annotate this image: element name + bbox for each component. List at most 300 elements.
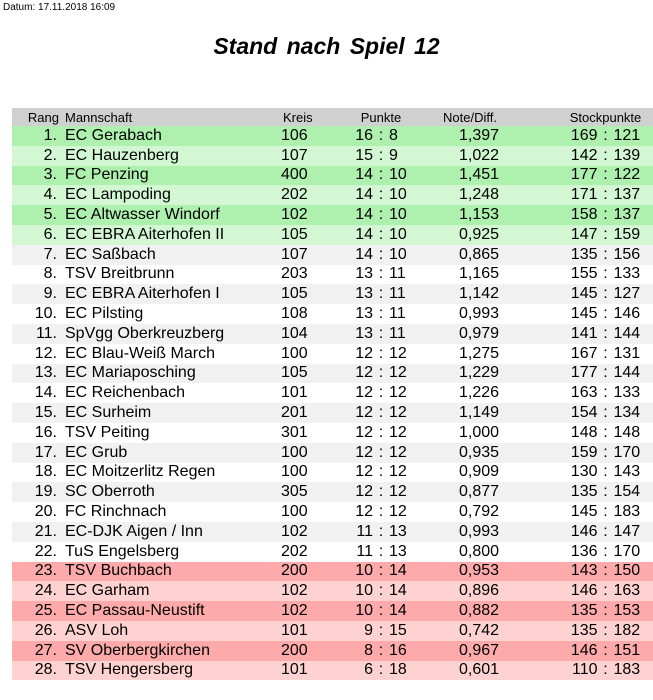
kreis-cell: 100 bbox=[281, 503, 308, 521]
punkte-cell bbox=[333, 562, 429, 582]
punkte-plus: 12 bbox=[355, 423, 373, 441]
punkte-plus: 14 bbox=[355, 245, 373, 263]
punkte-cell bbox=[333, 641, 429, 661]
stockpunkte-minus: 182 bbox=[613, 621, 641, 639]
punkte-minus: 9 bbox=[389, 146, 398, 164]
stockpunkte-plus: 163 bbox=[570, 384, 598, 402]
table-row bbox=[12, 185, 653, 205]
rank-cell: 7. bbox=[43, 245, 57, 263]
team-name-cell: EC Blau-Weiß March bbox=[65, 344, 215, 362]
kreis-cell: 108 bbox=[281, 305, 308, 323]
team-name-cell: EC Surheim bbox=[65, 404, 152, 422]
stockpunkte-separator: : bbox=[603, 404, 608, 422]
team-name-cell: TSV Peiting bbox=[65, 423, 150, 441]
rank-cell: 13. bbox=[34, 364, 57, 382]
stockpunkte-cell bbox=[543, 383, 653, 403]
kreis-cell: 202 bbox=[281, 186, 308, 204]
kreis-cell: 105 bbox=[281, 285, 308, 303]
punkte-minus: 14 bbox=[389, 602, 407, 620]
stockpunkte-cell bbox=[543, 185, 653, 205]
stockpunkte-cell bbox=[543, 364, 653, 384]
stockpunkte-separator: : bbox=[603, 641, 608, 659]
note-cell: 1,165 bbox=[459, 265, 500, 283]
punkte-minus: 10 bbox=[389, 166, 407, 184]
table-row bbox=[12, 443, 653, 463]
punkte-cell bbox=[333, 581, 429, 601]
punkte-cell bbox=[333, 403, 429, 423]
note-cell: 1,451 bbox=[459, 166, 500, 184]
team-name-cell: SpVgg Oberkreuzberg bbox=[65, 324, 225, 342]
header-stockpunkte: Stockpunkte bbox=[569, 109, 642, 125]
punkte-minus: 12 bbox=[389, 463, 407, 481]
header-kreis: Kreis bbox=[283, 109, 313, 125]
punkte-separator: : bbox=[378, 483, 384, 501]
kreis-cell: 102 bbox=[281, 582, 308, 600]
punkte-separator: : bbox=[378, 503, 384, 521]
team-name-cell: EC Altwasser Windorf bbox=[65, 206, 220, 224]
punkte-plus: 12 bbox=[355, 364, 373, 382]
stockpunkte-cell bbox=[543, 304, 653, 324]
punkte-plus: 11 bbox=[356, 522, 373, 540]
stockpunkte-separator: : bbox=[603, 423, 608, 441]
note-cell: 1,275 bbox=[459, 344, 500, 362]
punkte-cell bbox=[333, 166, 429, 186]
punkte-separator: : bbox=[378, 542, 384, 560]
stockpunkte-minus: 139 bbox=[613, 146, 641, 164]
punkte-minus: 10 bbox=[389, 186, 407, 204]
stockpunkte-cell bbox=[543, 443, 653, 463]
kreis-cell: 101 bbox=[281, 621, 308, 639]
table-row bbox=[12, 542, 653, 562]
punkte-cell bbox=[333, 245, 429, 265]
stockpunkte-separator: : bbox=[603, 463, 608, 481]
table-row bbox=[12, 581, 653, 601]
team-name-cell: EC Hauzenberg bbox=[65, 146, 179, 164]
punkte-cell bbox=[333, 463, 429, 483]
punkte-minus: 16 bbox=[389, 641, 407, 659]
stockpunkte-separator: : bbox=[603, 661, 608, 679]
table-header-row bbox=[12, 108, 653, 126]
table-row bbox=[12, 621, 653, 641]
rank-cell: 20. bbox=[34, 503, 57, 521]
stockpunkte-separator: : bbox=[603, 146, 608, 164]
stockpunkte-plus: 135 bbox=[570, 245, 598, 263]
report-date: Datum: 17.11.2018 16:09 bbox=[3, 2, 116, 13]
stockpunkte-separator: : bbox=[603, 344, 608, 362]
team-name-cell: SC Oberroth bbox=[65, 483, 155, 501]
stockpunkte-cell bbox=[543, 482, 653, 502]
punkte-cell bbox=[333, 324, 429, 344]
punkte-plus: 14 bbox=[355, 166, 373, 184]
note-cell: 0,993 bbox=[459, 305, 500, 323]
team-name-cell: EC Mariaposching bbox=[65, 364, 196, 382]
team-name-cell: SV Oberbergkirchen bbox=[65, 641, 210, 659]
stockpunkte-minus: 131 bbox=[613, 344, 641, 362]
stockpunkte-minus: 137 bbox=[613, 186, 641, 204]
punkte-plus: 13 bbox=[355, 305, 373, 323]
note-cell: 1,142 bbox=[459, 285, 500, 303]
punkte-minus: 14 bbox=[389, 582, 407, 600]
stockpunkte-cell bbox=[543, 641, 653, 661]
table-row bbox=[12, 562, 653, 582]
stockpunkte-separator: : bbox=[603, 522, 608, 540]
kreis-cell: 105 bbox=[281, 225, 308, 243]
punkte-plus: 10 bbox=[355, 562, 373, 580]
stockpunkte-plus: 145 bbox=[570, 285, 598, 303]
punkte-minus: 11 bbox=[389, 285, 406, 303]
table-row bbox=[12, 383, 653, 403]
punkte-plus: 12 bbox=[355, 463, 373, 481]
punkte-cell bbox=[333, 522, 429, 542]
rank-cell: 3. bbox=[43, 166, 57, 184]
team-name-cell: TuS Engelsberg bbox=[65, 542, 180, 560]
kreis-cell: 301 bbox=[281, 423, 308, 441]
rank-cell: 17. bbox=[34, 443, 57, 461]
stockpunkte-minus: 150 bbox=[613, 562, 641, 580]
team-name-cell: TSV Breitbrunn bbox=[65, 265, 175, 283]
kreis-cell: 104 bbox=[281, 324, 308, 342]
punkte-minus: 18 bbox=[389, 661, 407, 679]
punkte-minus: 12 bbox=[389, 423, 407, 441]
kreis-cell: 400 bbox=[281, 166, 308, 184]
punkte-plus: 12 bbox=[355, 384, 373, 402]
punkte-separator: : bbox=[378, 443, 384, 461]
punkte-minus: 15 bbox=[389, 621, 407, 639]
kreis-cell: 305 bbox=[281, 483, 308, 501]
stockpunkte-minus: 146 bbox=[613, 305, 641, 323]
punkte-plus: 6 bbox=[364, 661, 373, 679]
stockpunkte-cell bbox=[543, 245, 653, 265]
team-name-cell: EC Saßbach bbox=[65, 245, 156, 263]
table-row bbox=[12, 482, 653, 502]
punkte-minus: 12 bbox=[389, 364, 407, 382]
rank-cell: 23. bbox=[34, 562, 57, 580]
note-cell: 0,896 bbox=[459, 582, 500, 600]
stockpunkte-plus: 142 bbox=[570, 146, 598, 164]
stockpunkte-separator: : bbox=[603, 364, 608, 382]
kreis-cell: 100 bbox=[281, 443, 308, 461]
team-name-cell: EC EBRA Aiterhofen I bbox=[65, 285, 220, 303]
note-cell: 0,882 bbox=[459, 602, 500, 620]
team-name-cell: EC Passau-Neustift bbox=[65, 602, 205, 620]
stockpunkte-plus: 145 bbox=[570, 503, 598, 521]
stockpunkte-separator: : bbox=[603, 443, 608, 461]
stockpunkte-separator: : bbox=[603, 384, 608, 402]
stockpunkte-cell bbox=[543, 284, 653, 304]
rank-cell: 6. bbox=[43, 225, 57, 243]
table-row bbox=[12, 265, 653, 285]
punkte-plus: 10 bbox=[355, 602, 373, 620]
stockpunkte-cell bbox=[543, 324, 653, 344]
punkte-plus: 11 bbox=[356, 542, 373, 560]
punkte-cell bbox=[333, 146, 429, 166]
punkte-cell bbox=[333, 304, 429, 324]
stockpunkte-separator: : bbox=[603, 542, 608, 560]
punkte-cell bbox=[333, 502, 429, 522]
table-row bbox=[12, 344, 653, 364]
team-name-cell: EC-DJK Aigen / Inn bbox=[65, 522, 203, 540]
punkte-cell bbox=[333, 225, 429, 245]
rank-cell: 24. bbox=[34, 582, 57, 600]
rank-cell: 4. bbox=[43, 186, 57, 204]
punkte-plus: 12 bbox=[355, 483, 373, 501]
kreis-cell: 105 bbox=[281, 364, 308, 382]
punkte-cell bbox=[333, 185, 429, 205]
punkte-plus: 14 bbox=[355, 186, 373, 204]
stockpunkte-cell bbox=[543, 542, 653, 562]
note-cell: 1,397 bbox=[459, 126, 500, 144]
table-row bbox=[12, 502, 653, 522]
kreis-cell: 101 bbox=[281, 661, 308, 679]
punkte-cell bbox=[333, 383, 429, 403]
punkte-minus: 10 bbox=[389, 225, 407, 243]
stockpunkte-minus: 133 bbox=[613, 384, 641, 402]
rank-cell: 1. bbox=[43, 126, 57, 144]
punkte-cell bbox=[333, 205, 429, 225]
team-name-cell: EC Grub bbox=[65, 443, 128, 461]
kreis-cell: 203 bbox=[281, 265, 308, 283]
kreis-cell: 200 bbox=[281, 562, 308, 580]
punkte-cell bbox=[333, 661, 429, 681]
stockpunkte-cell bbox=[543, 601, 653, 621]
punkte-cell bbox=[333, 482, 429, 502]
stockpunkte-plus: 136 bbox=[570, 542, 598, 560]
stockpunkte-separator: : bbox=[603, 621, 608, 639]
stockpunkte-plus: 167 bbox=[570, 344, 598, 362]
rank-cell: 26. bbox=[34, 621, 57, 639]
stockpunkte-separator: : bbox=[603, 225, 608, 243]
stockpunkte-plus: 146 bbox=[570, 522, 598, 540]
stockpunkte-cell bbox=[543, 126, 653, 146]
punkte-minus: 11 bbox=[389, 305, 406, 323]
punkte-separator: : bbox=[378, 265, 384, 283]
stockpunkte-plus: 154 bbox=[570, 404, 598, 422]
punkte-separator: : bbox=[378, 186, 384, 204]
punkte-minus: 10 bbox=[389, 206, 407, 224]
punkte-separator: : bbox=[378, 305, 384, 323]
kreis-cell: 106 bbox=[281, 126, 308, 144]
punkte-plus: 12 bbox=[355, 443, 373, 461]
stockpunkte-cell bbox=[543, 522, 653, 542]
stockpunkte-minus: 183 bbox=[613, 661, 641, 679]
stockpunkte-cell bbox=[543, 166, 653, 186]
stockpunkte-plus: 147 bbox=[570, 225, 598, 243]
punkte-separator: : bbox=[378, 225, 384, 243]
stockpunkte-plus: 159 bbox=[570, 443, 598, 461]
punkte-plus: 12 bbox=[355, 344, 373, 362]
punkte-separator: : bbox=[378, 285, 384, 303]
stockpunkte-cell bbox=[543, 621, 653, 641]
punkte-cell bbox=[333, 284, 429, 304]
stockpunkte-plus: 146 bbox=[570, 641, 598, 659]
rank-cell: 9. bbox=[43, 285, 57, 303]
note-cell: 1,149 bbox=[459, 404, 500, 422]
note-cell: 1,153 bbox=[459, 206, 500, 224]
header-note: Note/Diff. bbox=[443, 109, 497, 125]
stockpunkte-cell bbox=[543, 502, 653, 522]
punkte-minus: 12 bbox=[389, 404, 407, 422]
stockpunkte-plus: 146 bbox=[570, 582, 598, 600]
stockpunkte-cell bbox=[543, 562, 653, 582]
table-row bbox=[12, 225, 653, 245]
stockpunkte-cell bbox=[543, 146, 653, 166]
stockpunkte-plus: 135 bbox=[570, 602, 598, 620]
stockpunkte-minus: 147 bbox=[613, 522, 641, 540]
punkte-separator: : bbox=[378, 621, 384, 639]
stockpunkte-minus: 170 bbox=[613, 443, 641, 461]
stockpunkte-cell bbox=[543, 423, 653, 443]
team-name-cell: EC Gerabach bbox=[65, 126, 162, 144]
rank-cell: 15. bbox=[34, 404, 57, 422]
stockpunkte-minus: 170 bbox=[613, 542, 641, 560]
punkte-plus: 13 bbox=[355, 285, 373, 303]
rank-cell: 22. bbox=[34, 542, 57, 560]
header-rang: Rang bbox=[27, 109, 59, 125]
note-cell: 0,953 bbox=[459, 562, 500, 580]
punkte-separator: : bbox=[378, 423, 384, 441]
punkte-plus: 9 bbox=[364, 621, 373, 639]
stockpunkte-minus: 121 bbox=[613, 126, 641, 144]
team-name-cell: TSV Buchbach bbox=[65, 562, 172, 580]
stockpunkte-plus: 177 bbox=[570, 166, 598, 184]
table-row bbox=[12, 661, 653, 681]
stockpunkte-minus: 159 bbox=[613, 225, 641, 243]
stockpunkte-separator: : bbox=[603, 186, 608, 204]
punkte-plus: 13 bbox=[355, 265, 373, 283]
punkte-plus: 10 bbox=[355, 582, 373, 600]
stockpunkte-minus: 156 bbox=[613, 245, 641, 263]
table-row bbox=[12, 423, 653, 443]
stockpunkte-separator: : bbox=[603, 206, 608, 224]
stockpunkte-separator: : bbox=[603, 265, 608, 283]
team-name-cell: EC Garham bbox=[65, 582, 150, 600]
punkte-minus: 14 bbox=[389, 562, 407, 580]
table-row bbox=[12, 146, 653, 166]
note-cell: 0,877 bbox=[459, 483, 500, 501]
stockpunkte-minus: 137 bbox=[613, 206, 641, 224]
punkte-minus: 12 bbox=[389, 503, 407, 521]
table-row bbox=[12, 463, 653, 483]
stockpunkte-minus: 148 bbox=[613, 423, 641, 441]
punkte-plus: 15 bbox=[355, 146, 373, 164]
punkte-minus: 12 bbox=[389, 384, 407, 402]
note-cell: 1,248 bbox=[459, 186, 500, 204]
rank-cell: 25. bbox=[34, 602, 57, 620]
note-cell: 1,022 bbox=[459, 146, 500, 164]
stockpunkte-minus: 144 bbox=[613, 324, 641, 342]
table-row bbox=[12, 641, 653, 661]
kreis-cell: 201 bbox=[281, 404, 308, 422]
page-title: Stand nach Spiel 12 bbox=[213, 33, 440, 59]
punkte-separator: : bbox=[378, 404, 384, 422]
punkte-minus: 13 bbox=[389, 522, 407, 540]
stockpunkte-cell bbox=[543, 225, 653, 245]
rank-cell: 16. bbox=[34, 423, 57, 441]
kreis-cell: 102 bbox=[281, 602, 308, 620]
note-cell: 0,792 bbox=[459, 503, 500, 521]
header-punkte: Punkte bbox=[360, 109, 402, 125]
punkte-separator: : bbox=[378, 562, 384, 580]
team-name-cell: EC Moitzerlitz Regen bbox=[65, 463, 216, 481]
table-row bbox=[12, 522, 653, 542]
punkte-minus: 12 bbox=[389, 344, 407, 362]
rank-cell: 14. bbox=[34, 384, 57, 402]
table-row bbox=[12, 364, 653, 384]
punkte-plus: 13 bbox=[355, 324, 373, 342]
punkte-minus: 11 bbox=[389, 265, 406, 283]
note-cell: 0,800 bbox=[459, 542, 500, 560]
stockpunkte-separator: : bbox=[603, 324, 608, 342]
kreis-cell: 101 bbox=[281, 384, 308, 402]
team-name-cell: TSV Hengersberg bbox=[65, 661, 194, 679]
team-name-cell: EC Pilsting bbox=[65, 305, 144, 323]
punkte-separator: : bbox=[378, 126, 384, 144]
punkte-minus: 12 bbox=[389, 443, 407, 461]
note-cell: 1,000 bbox=[459, 423, 500, 441]
stockpunkte-plus: 143 bbox=[570, 562, 598, 580]
stockpunkte-cell bbox=[543, 265, 653, 285]
stockpunkte-plus: 158 bbox=[570, 206, 598, 224]
kreis-cell: 100 bbox=[281, 463, 308, 481]
stockpunkte-plus: 177 bbox=[570, 364, 598, 382]
punkte-separator: : bbox=[378, 582, 384, 600]
stockpunkte-minus: 133 bbox=[613, 265, 641, 283]
stockpunkte-plus: 130 bbox=[570, 463, 598, 481]
punkte-plus: 16 bbox=[355, 126, 373, 144]
punkte-separator: : bbox=[378, 206, 384, 224]
punkte-separator: : bbox=[378, 146, 384, 164]
stockpunkte-separator: : bbox=[603, 245, 608, 263]
note-cell: 0,601 bbox=[459, 661, 500, 679]
rank-cell: 12. bbox=[34, 344, 57, 362]
stockpunkte-cell bbox=[543, 661, 653, 681]
note-cell: 0,925 bbox=[459, 225, 500, 243]
punkte-separator: : bbox=[378, 661, 384, 679]
table-row bbox=[12, 205, 653, 225]
note-cell: 0,935 bbox=[459, 443, 500, 461]
rank-cell: 2. bbox=[43, 146, 57, 164]
stockpunkte-separator: : bbox=[603, 562, 608, 580]
punkte-separator: : bbox=[378, 324, 384, 342]
stockpunkte-separator: : bbox=[603, 166, 608, 184]
stockpunkte-separator: : bbox=[603, 483, 608, 501]
punkte-plus: 8 bbox=[364, 641, 373, 659]
rank-cell: 18. bbox=[34, 463, 57, 481]
punkte-minus: 11 bbox=[389, 324, 406, 342]
stockpunkte-plus: 141 bbox=[570, 324, 598, 342]
punkte-cell bbox=[333, 265, 429, 285]
table-row bbox=[12, 126, 653, 146]
stockpunkte-cell bbox=[543, 463, 653, 483]
stockpunkte-plus: 135 bbox=[570, 483, 598, 501]
stockpunkte-plus: 135 bbox=[570, 621, 598, 639]
rank-cell: 10. bbox=[34, 305, 57, 323]
punkte-cell bbox=[333, 344, 429, 364]
note-cell: 0,909 bbox=[459, 463, 500, 481]
table-row bbox=[12, 284, 653, 304]
kreis-cell: 102 bbox=[281, 206, 308, 224]
kreis-cell: 102 bbox=[281, 522, 308, 540]
punkte-separator: : bbox=[378, 641, 384, 659]
note-cell: 0,742 bbox=[459, 621, 500, 639]
stockpunkte-minus: 144 bbox=[613, 364, 641, 382]
punkte-separator: : bbox=[378, 384, 384, 402]
stockpunkte-separator: : bbox=[603, 602, 608, 620]
stockpunkte-cell bbox=[543, 344, 653, 364]
stockpunkte-plus: 148 bbox=[570, 423, 598, 441]
team-name-cell: FC Rinchnach bbox=[65, 503, 167, 521]
table-row bbox=[12, 601, 653, 621]
